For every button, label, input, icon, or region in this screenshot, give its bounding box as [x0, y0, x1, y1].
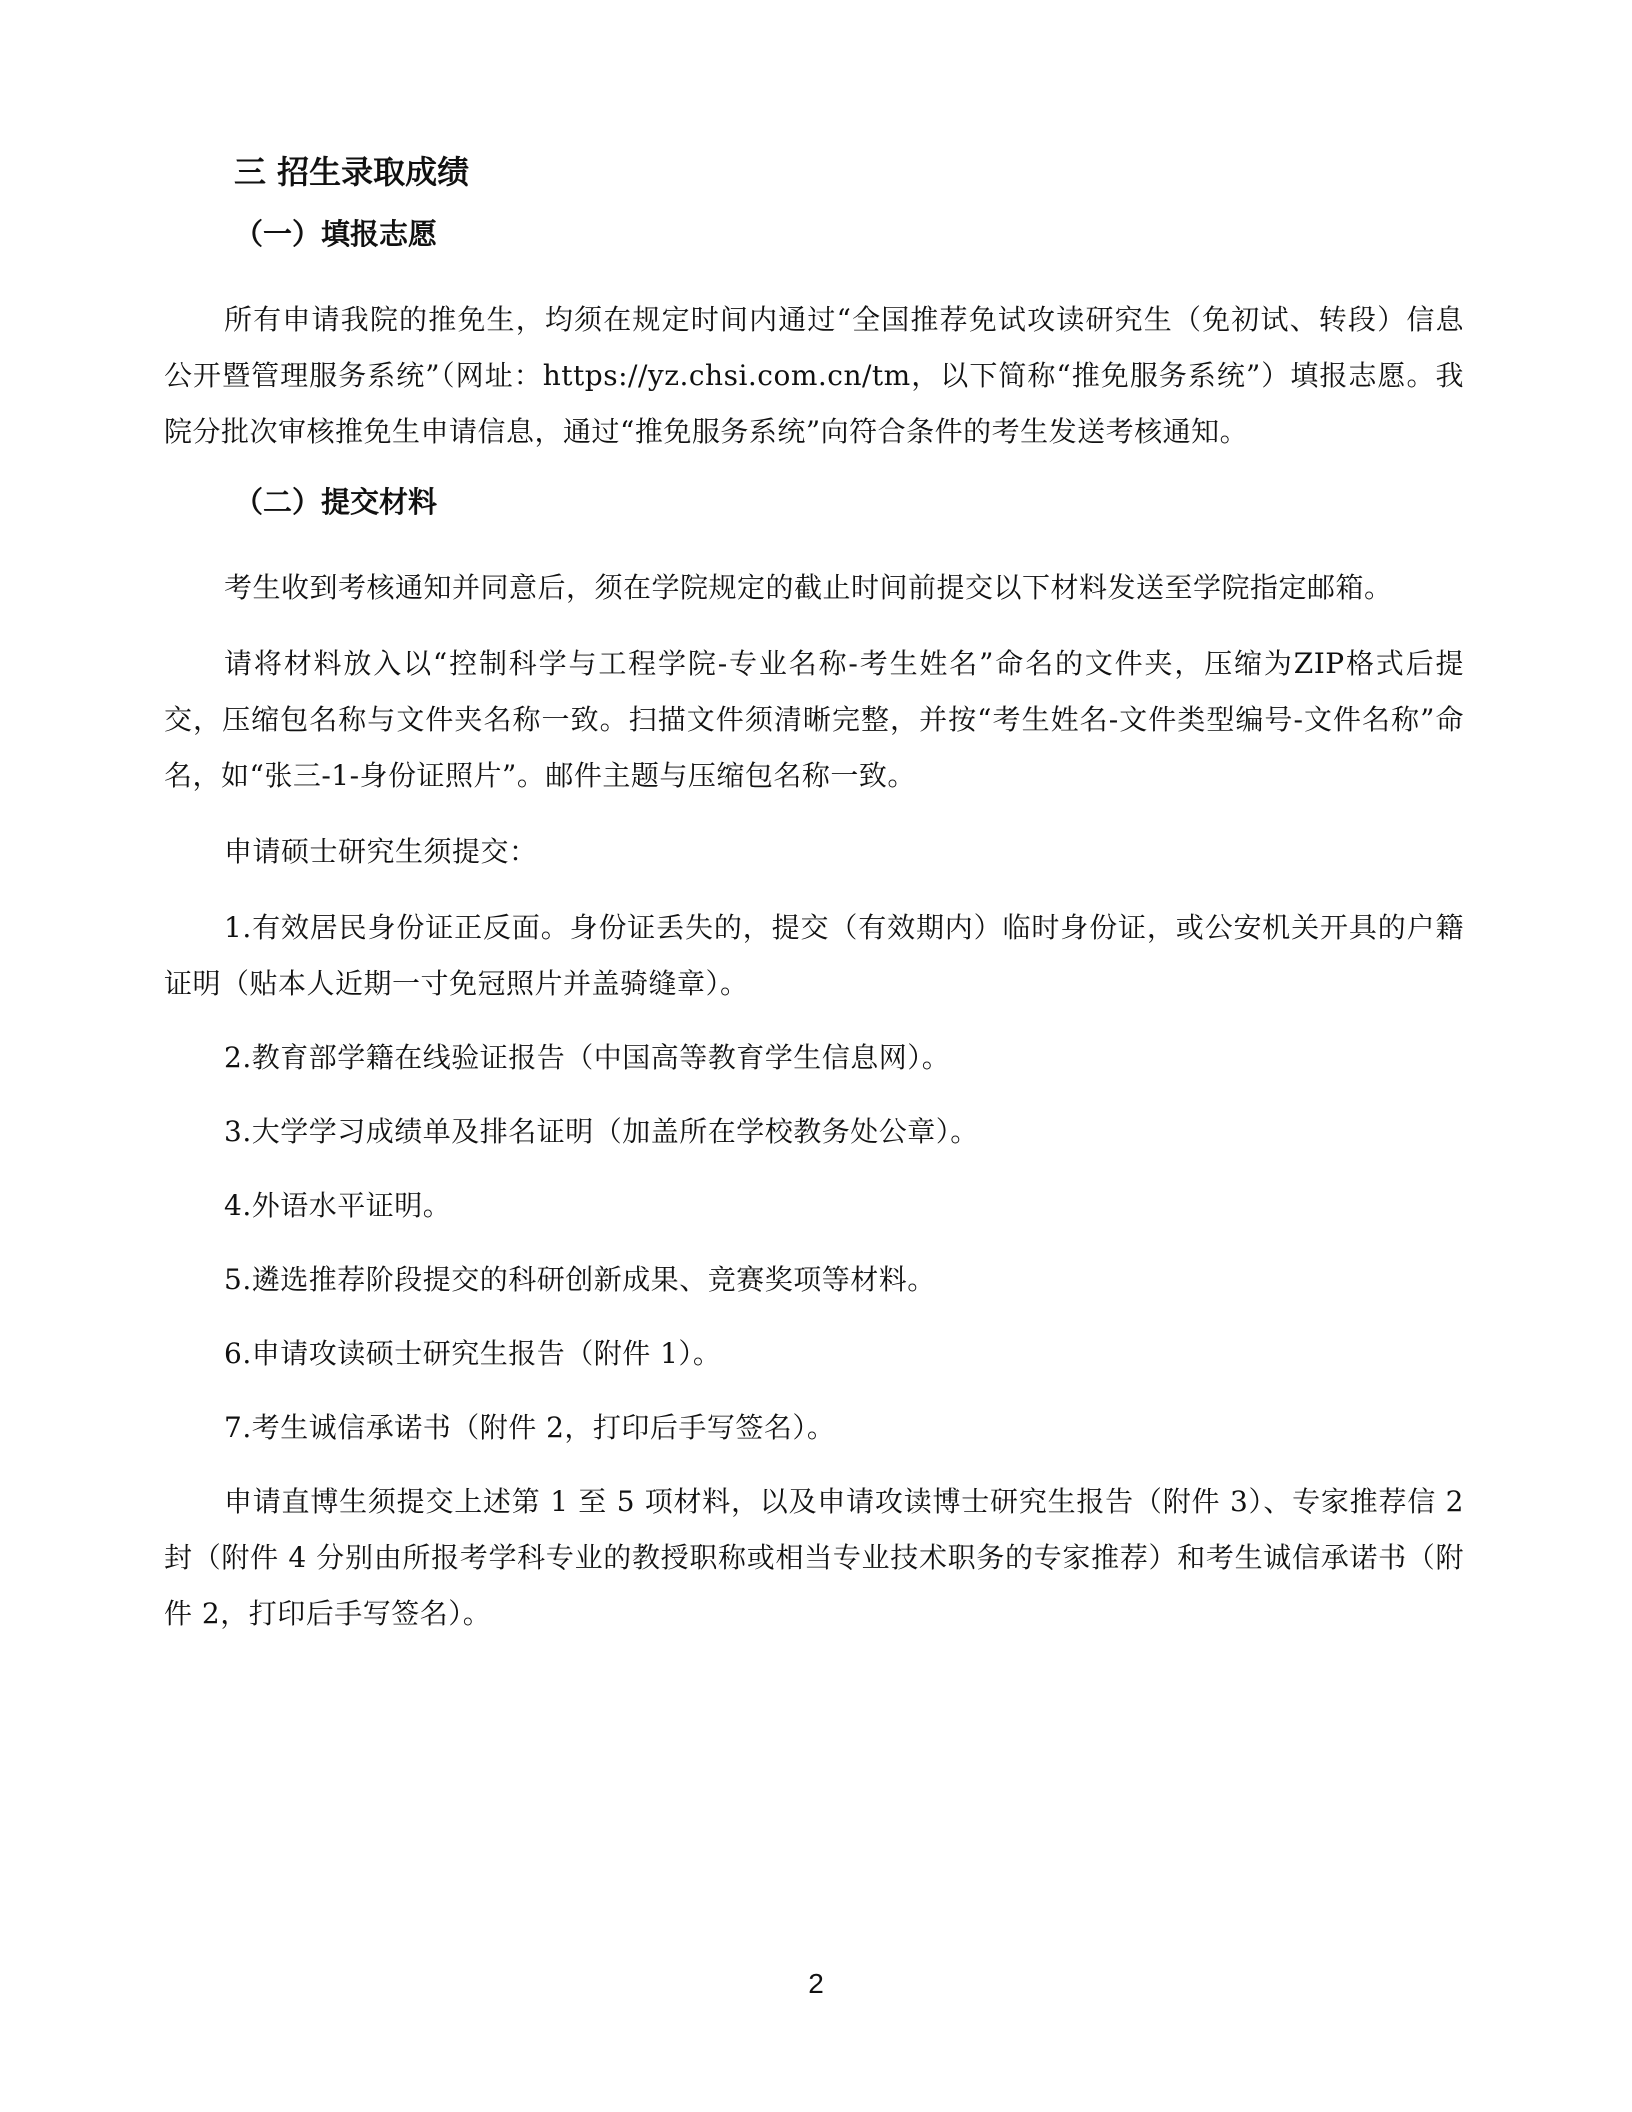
subsection-title-fill-in: （一）填报志愿 — [234, 217, 438, 251]
paragraph-direct-phd-requirements: 申请直博生须提交上述第 1 至 5 项材料，以及申请攻读博士研究生报告（附件 3）、专家推荐信 2 封（附件 4 分别由所报考学科专业的教授职称或相当专业技术职务的专家推荐）和考生诚信承诺书（附件 2，打印后手写签名）。 — [164, 1485, 1464, 1630]
list-item: 2.教育部学籍在线验证报告（中国高等教育学生信息网）。 — [224, 1041, 951, 1074]
paragraph-submit-deadline: 考生收到考核通知并同意后，须在学院规定的截止时间前提交以下材料发送至学院指定邮箱。 — [224, 571, 1393, 604]
paragraph-file-naming: 请将材料放入以“控制科学与工程学院-专业名称-考生姓名”命名的文件夹，压缩为ZIP格式后提交，压缩包名称与文件夹名称一致。扫描文件须清晰完整，并按“考生姓名-文件类型编号-文件名称”命名，如“张三-1-身份证照片”。邮件主题与压缩包名称一致。 — [164, 647, 1464, 792]
section-title: 三 招生录取成绩 — [234, 153, 470, 191]
paragraph-fill-in-application: 所有申请我院的推免生，均须在规定时间内通过“全国推荐免试攻读研究生（免初试、转段）信息公开暨管理服务系统”（网址：https://yz.chsi.com.cn/tm，以下简称“推免服务系统”）填报志愿。我院分批次审核推免生申请信息，通过“推免服务系统”向符合条件的考生发送考核通知。 — [164, 303, 1464, 448]
subsection-title-submit-materials: （二）提交材料 — [234, 485, 438, 519]
list-item: 5.遴选推荐阶段提交的科研创新成果、竞赛奖项等材料。 — [224, 1263, 936, 1296]
list-item: 6.申请攻读硕士研究生报告（附件 1）。 — [224, 1337, 722, 1370]
list-item: 3.大学学习成绩单及排名证明（加盖所在学校教务处公章）。 — [224, 1115, 979, 1148]
page-number: 2 — [808, 1968, 824, 1999]
list-item: 4.外语水平证明。 — [224, 1189, 452, 1222]
list-item: 7.考生诚信承诺书（附件 2，打印后手写签名）。 — [224, 1411, 836, 1444]
document-body — [164, 150, 1464, 1662]
paragraph-master-requirements-intro: 申请硕士研究生须提交： — [224, 835, 538, 868]
list-item: 1.有效居民身份证正反面。身份证丢失的，提交（有效期内）临时身份证，或公安机关开具的户籍证明（贴本人近期一寸免冠照片并盖骑缝章）。 — [164, 911, 1464, 1000]
